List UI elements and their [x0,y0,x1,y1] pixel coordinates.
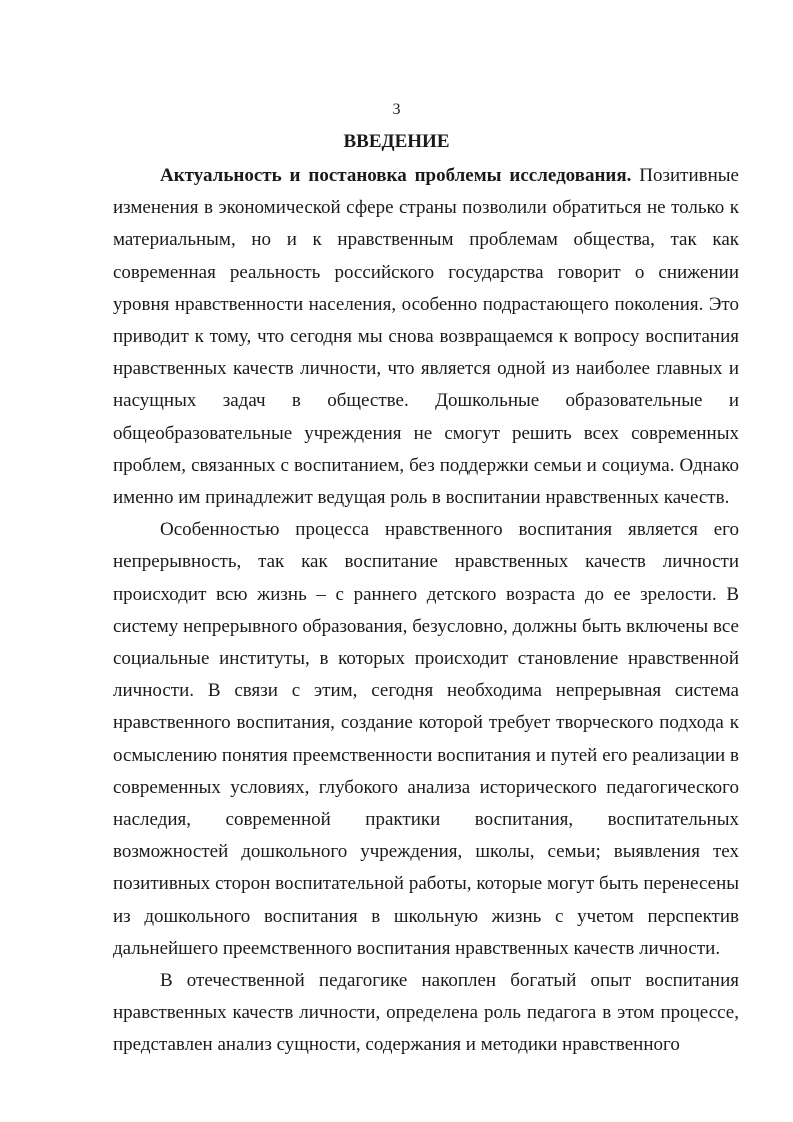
paragraph-lead: Актуальность и постановка проблемы исследования. [160,165,632,186]
page-number: 3 [392,101,401,118]
paragraph-relevance [113,160,739,514]
paragraph-continuity: Особенностью процесса нравственного воспитания является его непрерывность, так как воспитание нравственных качеств личности происходит всю жизнь – с раннего детского возраста до ее зрелости. В систему непрерывного образования, безусловно, должны быть включены все социальные институты, в которых происходит становление нравственной личности. В связи с этим, сегодня необходима непрерывная система нравственного воспитания, создание которой требует творческого подхода к осмыслению понятия преемственности воспитания и путей его реализации в современных условиях, глубокого анализа исторического педагогического наследия, современной практики воспитания, воспитательных возможностей дошкольного учреждения, школы, семьи; выявления тех позитивных сторон воспитательной работы, которые могут быть перенесены из дошкольного воспитания в школьную жизнь с учетом перспектив дальнейшего преемственного воспитания нравственных качеств личности. [113,519,739,959]
section-heading: ВВЕДЕНИЕ [343,131,450,152]
paragraph-experience: В отечественной педагогике накоплен богатый опыт воспитания нравственных качеств личности, определена роль педагога в этом процессе, представлен анализ сущности, содержания и методики нравственного [113,970,739,1056]
paragraph-text: Позитивные изменения в экономической сфере страны позволили обратиться не только к материальным, но и к нравственным проблемам общества, так как современная реальность российского государства говорит о снижении уровня нравственности населения, особенно подрастающего поколения. Это приводит к тому, что сегодня мы снова возвращаемся к вопросу воспитания нравственных качеств личности, что является одной из наиболее главных и насущных задач в обществе. Дошкольные образовательные и общеобразовательные учреждения не смогут решить всех современных проблем, связанных с воспитанием, без поддержки семьи и социума. Однако именно им принадлежит ведущая роль в воспитании нравственных качеств. [113,165,739,509]
body-text [113,160,739,1062]
